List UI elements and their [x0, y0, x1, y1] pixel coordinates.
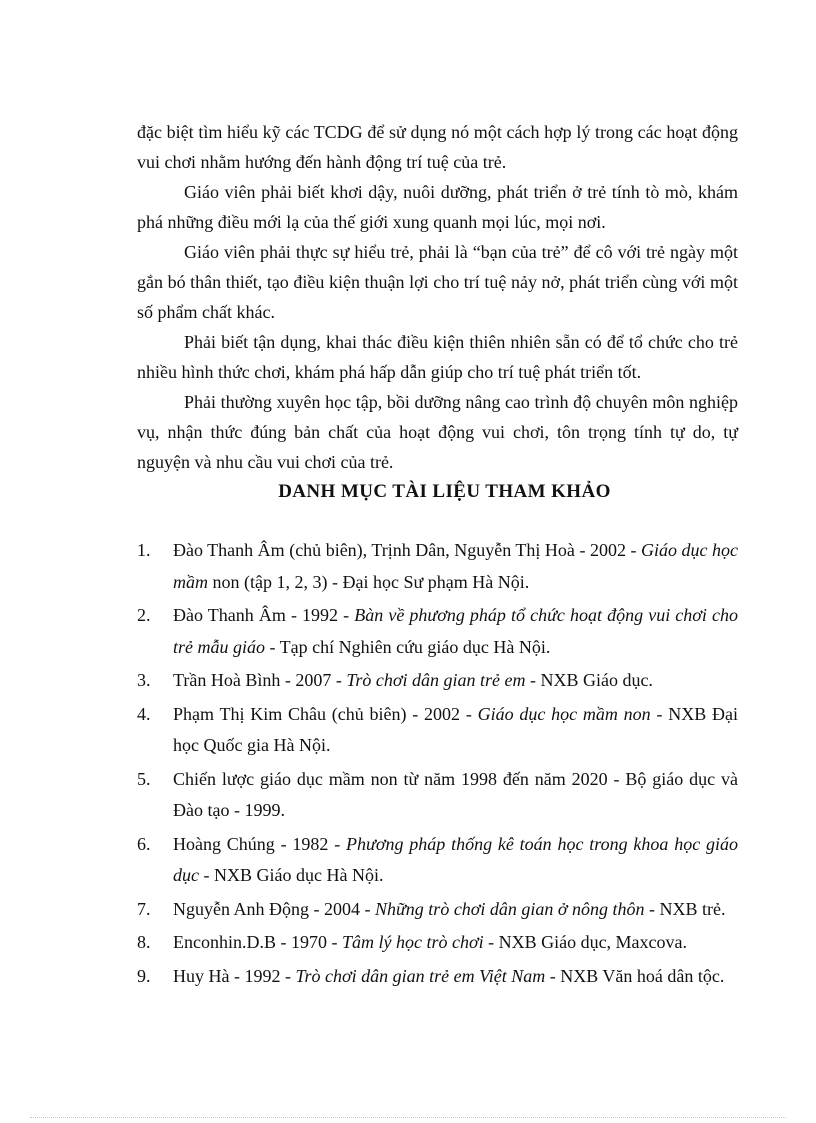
- paragraph-3: Giáo viên phải thực sự hiểu trẻ, phải là “bạn của trẻ” để cô với trẻ ngày một gắn bó thân thiết, tạo điều kiện thuận lợi cho trí tuệ nảy nở, phát triển cùng với một số phẩm chất khác.: [137, 242, 738, 322]
- reference-title: Những trò chơi dân gian ở nông thôn: [374, 898, 645, 919]
- reference-text: [173, 961, 738, 993]
- reference-publisher: - NXB Giáo dục.: [525, 670, 653, 690]
- reference-authors: Huy Hà - 1992 -: [173, 965, 296, 986]
- reference-text: [173, 927, 738, 959]
- paragraph-2: Giáo viên phải biết khơi dậy, nuôi dưỡng, phát triển ở trẻ tính tò mò, khám phá những điều mới lạ của thế giới xung quanh mọi lúc, mọi nơi.: [137, 182, 738, 232]
- reference-text: [173, 535, 738, 598]
- reference-title: Trò chơi dân gian trẻ em: [346, 670, 526, 690]
- reference-item: [137, 927, 738, 959]
- reference-text: [173, 829, 738, 892]
- reference-text: [173, 764, 738, 827]
- reference-publisher: - NXB Giáo dục Hà Nội.: [199, 865, 384, 885]
- reference-publisher: non (tập 1, 2, 3) - Đại học Sư phạm Hà Nội.: [208, 571, 530, 592]
- reference-publisher: - NXB Đại học Quốc gia Hà Nội.: [173, 703, 738, 755]
- references-heading: DANH MỤC TÀI LIỆU THAM KHẢO: [278, 481, 611, 502]
- reference-title: Tâm lý học trò chơi: [341, 932, 484, 952]
- document-body: [137, 117, 738, 994]
- reference-title: Phương pháp thống kê toán học trong khoa học giáo dục: [173, 833, 738, 885]
- reference-text: [173, 600, 738, 663]
- reference-list: [137, 535, 738, 992]
- reference-authors: Chiến lược giáo dục mầm non từ năm 1998 đến năm 2020 - Bộ giáo dục và Đào tạo - 1999.: [173, 768, 738, 820]
- reference-title: Giáo dục học mầm: [173, 540, 738, 592]
- reference-item: [137, 829, 738, 892]
- paragraph-1: đặc biệt tìm hiểu kỹ các TCDG để sử dụng nó một cách hợp lý trong các hoạt động vui chơi nhằm hướng đến hành động trí tuệ của trẻ.: [137, 122, 738, 172]
- reference-text: [173, 699, 738, 762]
- reference-authors: Đào Thanh Âm (chủ biên), Trịnh Dân, Nguyễn Thị Hoà - 2002 -: [173, 540, 641, 560]
- reference-authors: Nguyễn Anh Động - 2004 -: [173, 898, 375, 919]
- reference-number: 9.: [137, 965, 151, 986]
- paragraph-5: Phải thường xuyên học tập, bồi dưỡng nâng cao trình độ chuyên môn nghiệp vụ, nhận thức đúng bản chất của hoạt động vui chơi, tôn trọng tính tự do, tự nguyện và nhu cầu vui chơi của trẻ.: [137, 392, 738, 472]
- reference-publisher: - NXB Giáo dục, Maxcova.: [483, 932, 688, 952]
- reference-item: [137, 961, 738, 993]
- reference-text: [173, 894, 738, 926]
- reference-number: 2.: [137, 605, 151, 625]
- reference-number: 5.: [137, 768, 151, 789]
- reference-title: Trò chơi dân gian trẻ em Việt Nam: [295, 965, 546, 986]
- paragraph-4: Phải biết tận dụng, khai thác điều kiện thiên nhiên sẵn có để tổ chức cho trẻ nhiều hình thức chơi, khám phá hấp dẫn giúp cho trí tuệ phát triển tốt.: [137, 332, 738, 382]
- reference-authors: Đào Thanh Âm - 1992 -: [173, 605, 355, 625]
- reference-number: 3.: [137, 670, 151, 690]
- reference-title: Bàn về phương pháp tổ chức hoạt động vui chơi cho trẻ mẫu giáo: [173, 605, 738, 657]
- reference-text: [173, 665, 738, 697]
- reference-authors: Hoàng Chúng - 1982 -: [173, 833, 347, 854]
- reference-number: 8.: [137, 932, 151, 952]
- reference-title: Giáo dục học mầm non: [477, 703, 651, 724]
- page-bottom-divider: [30, 1117, 786, 1118]
- reference-item: [137, 699, 738, 762]
- reference-number: 1.: [137, 540, 151, 560]
- reference-item: [137, 665, 738, 697]
- reference-publisher: - NXB Văn hoá dân tộc.: [545, 965, 725, 986]
- reference-number: 6.: [137, 833, 151, 854]
- reference-authors: Trần Hoà Bình - 2007 -: [173, 670, 347, 690]
- reference-authors: Phạm Thị Kim Châu (chủ biên) - 2002 -: [173, 703, 478, 724]
- reference-item: [137, 600, 738, 663]
- reference-number: 7.: [137, 898, 151, 919]
- reference-publisher: - NXB trẻ.: [644, 898, 726, 919]
- reference-publisher: - Tạp chí Nghiên cứu giáo dục Hà Nội.: [265, 636, 551, 657]
- reference-authors: Enconhin.D.B - 1970 -: [173, 932, 342, 952]
- reference-item: [137, 894, 738, 926]
- reference-item: [137, 764, 738, 827]
- reference-number: 4.: [137, 703, 151, 724]
- reference-item: [137, 535, 738, 598]
